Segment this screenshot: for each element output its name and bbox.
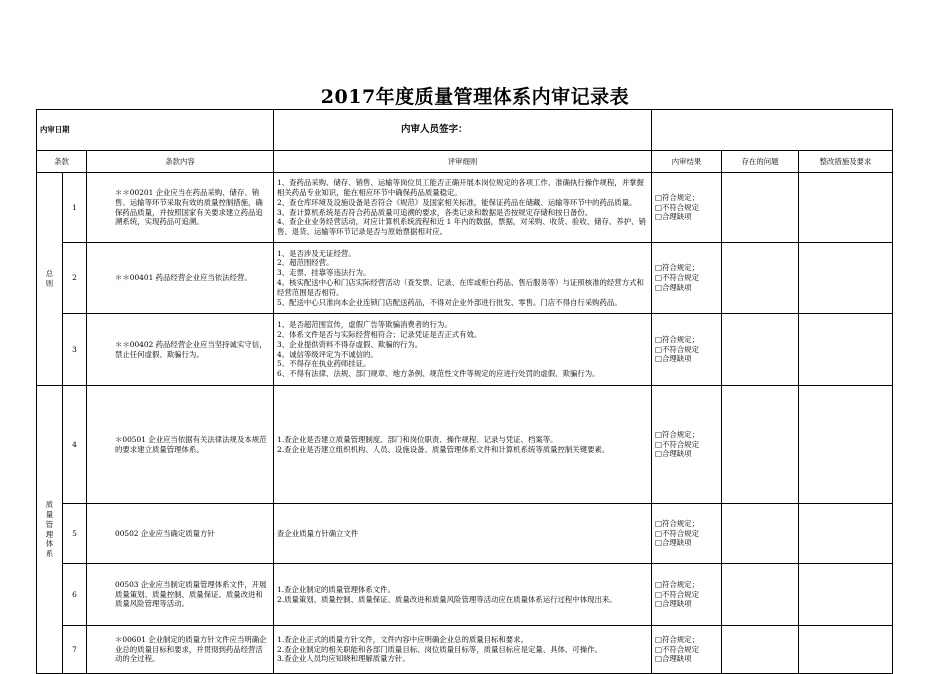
result-option-label: 合理缺项 bbox=[662, 212, 692, 222]
result-checkbox-option[interactable] bbox=[655, 519, 718, 529]
result-option-label: 合理缺项 bbox=[662, 654, 692, 664]
review-details bbox=[274, 504, 652, 564]
problem-field[interactable] bbox=[722, 504, 799, 564]
checkbox-icon[interactable] bbox=[655, 283, 662, 292]
review-detail-line: 5、不得存在执业药师挂证。 bbox=[277, 359, 371, 369]
table-row bbox=[37, 243, 893, 314]
checkbox-icon[interactable] bbox=[655, 449, 662, 458]
measures-field[interactable] bbox=[799, 314, 893, 386]
checkbox-icon[interactable] bbox=[655, 440, 662, 449]
audit-result-options bbox=[652, 314, 722, 386]
review-detail-line: 4、核实配送中心和门店实际经营活动（查发票、记录、在库或柜台药品、售后服务等）与证照核准的经营方式和经营范围是否相符。 bbox=[277, 278, 644, 297]
checkbox-icon[interactable] bbox=[655, 635, 662, 644]
review-detail-line: 1.查企业是否建立质量管理制度、部门和岗位职责、操作规程、记录与凭证、档案等。 bbox=[277, 434, 558, 444]
result-checkbox-option[interactable] bbox=[655, 645, 718, 655]
group-name: 质 量 管 理 体 系 bbox=[37, 386, 63, 674]
result-option-label: 不符合规定 bbox=[662, 528, 699, 538]
review-detail-line: 6、不得有法律、法规、部门规章、地方条例、规范性文件等规定的应进行处罚的虚假、欺骗行为。 bbox=[277, 369, 600, 379]
checkbox-icon[interactable] bbox=[655, 354, 662, 363]
audit-result-options bbox=[652, 173, 722, 243]
checkbox-icon[interactable] bbox=[655, 654, 662, 663]
review-detail-line: 2.查企业制定的相关职能和各部门质量目标、岗位质量目标等，质量目标应是定量、具体、可操作。 bbox=[277, 644, 602, 654]
measures-field[interactable] bbox=[799, 626, 893, 674]
result-checkbox-option[interactable] bbox=[655, 263, 718, 273]
checkbox-icon[interactable] bbox=[655, 599, 662, 608]
result-checkbox-option[interactable] bbox=[655, 580, 718, 590]
result-checkbox-option[interactable] bbox=[655, 635, 718, 645]
item-number: 7 bbox=[63, 626, 87, 674]
table-row bbox=[37, 386, 893, 504]
problem-field[interactable] bbox=[722, 564, 799, 626]
result-checkbox-option[interactable] bbox=[655, 283, 718, 293]
item-number: 3 bbox=[63, 314, 87, 386]
result-option-label: 符合规定； bbox=[662, 263, 699, 273]
checkbox-icon[interactable] bbox=[655, 430, 662, 439]
review-details bbox=[274, 173, 652, 243]
problem-field[interactable] bbox=[722, 173, 799, 243]
table-row bbox=[37, 504, 893, 564]
page-title: 2017年度质量管理体系内审记录表 bbox=[320, 86, 630, 108]
checkbox-icon[interactable] bbox=[655, 645, 662, 654]
review-detail-line: 3.查企业人员均应知晓和理解质量方针。 bbox=[277, 654, 410, 664]
review-details bbox=[274, 314, 652, 386]
result-option-label: 不符合规定 bbox=[662, 202, 699, 212]
checkbox-icon[interactable] bbox=[655, 519, 662, 528]
table-row bbox=[37, 314, 893, 386]
review-detail-line: 3、查计算机系统是否符合药品质量可追溯的要求，各类记录和数据是否按规定存储和按日备份。 bbox=[277, 207, 593, 217]
problem-field[interactable] bbox=[722, 243, 799, 314]
problem-field[interactable] bbox=[722, 626, 799, 674]
checkbox-icon[interactable] bbox=[655, 273, 662, 282]
result-checkbox-option[interactable] bbox=[655, 354, 718, 364]
review-detail-line: 2、超范围经营。 bbox=[277, 258, 334, 268]
table-row bbox=[37, 564, 893, 626]
result-option-label: 不符合规定 bbox=[662, 439, 699, 449]
result-checkbox-option[interactable] bbox=[655, 590, 718, 600]
review-details bbox=[274, 564, 652, 626]
result-checkbox-option[interactable] bbox=[655, 430, 718, 440]
measures-field[interactable] bbox=[799, 243, 893, 314]
review-detail-line: 3、企业提供资料不得存虚假、欺骗的行为。 bbox=[277, 339, 423, 349]
header-clause: 条款 bbox=[37, 151, 87, 173]
audit-result-options bbox=[652, 386, 722, 504]
review-detail-line: 1、查药品采购、储存、销售、运输等岗位员工能否正确开展本岗位规定的各项工作、准确执行操作规程，并掌握相关药品专业知识，能在相应环节中确保药品质量稳定。 bbox=[277, 178, 644, 197]
result-checkbox-option[interactable] bbox=[655, 449, 718, 459]
result-option-label: 合理缺项 bbox=[662, 449, 692, 459]
header-result: 内审结果 bbox=[652, 151, 722, 173]
result-checkbox-option[interactable] bbox=[655, 654, 718, 664]
result-checkbox-option[interactable] bbox=[655, 345, 718, 355]
result-checkbox-option[interactable] bbox=[655, 212, 718, 222]
review-detail-line: 1.查企业制定的质量管理体系文件。 bbox=[277, 584, 395, 594]
result-option-label: 合理缺项 bbox=[662, 282, 692, 292]
review-detail-line: 1、是否涉及无证经营。 bbox=[277, 248, 356, 258]
checkbox-icon[interactable] bbox=[655, 335, 662, 344]
result-option-label: 符合规定； bbox=[662, 334, 699, 344]
header-details: 评审细则 bbox=[274, 151, 652, 173]
result-checkbox-option[interactable] bbox=[655, 529, 718, 539]
checkbox-icon[interactable] bbox=[655, 345, 662, 354]
review-detail-line: 1.查企业正式的质量方针文件，文件内容中应明确企业总的质量目标和要求。 bbox=[277, 634, 528, 644]
header-content: 条款内容 bbox=[87, 151, 274, 173]
result-option-label: 合理缺项 bbox=[662, 599, 692, 609]
checkbox-icon[interactable] bbox=[655, 193, 662, 202]
review-details bbox=[274, 626, 652, 674]
header-measures: 整改措施及要求 bbox=[799, 151, 893, 173]
clause-content: ＊＊00402 药品经营企业应当坚持诚实守信，禁止任何虚假、欺骗行为。 bbox=[87, 314, 274, 386]
clause-content: 00503 企业应当制定质量管理体系文件，开展质量策划、质量控制、质量保证、质量改进和质量风险管理等活动。 bbox=[87, 564, 274, 626]
result-option-label: 符合规定； bbox=[662, 579, 699, 589]
review-detail-line: 2.查企业是否建立组织机构、人员、设施设备、质量管理体系文件和计算机系统等质量控制关键要素。 bbox=[277, 444, 610, 454]
measures-field[interactable] bbox=[799, 173, 893, 243]
item-number: 4 bbox=[63, 386, 87, 504]
auditor-signature-label: 内审人员签字： bbox=[401, 123, 468, 135]
result-option-label: 合理缺项 bbox=[662, 538, 692, 548]
audit-result-options bbox=[652, 504, 722, 564]
clause-content: ＊＊00401 药品经营企业应当依法经营。 bbox=[87, 243, 274, 314]
result-checkbox-option[interactable] bbox=[655, 273, 718, 283]
item-number: 6 bbox=[63, 564, 87, 626]
clause-content: ＊＊00201 企业应当在药品采购、储存、销售、运输等环节采取有效的质量控制措施，确保药品质量，并按照国家有关要求建立药品追溯系统，实现药品可追溯。 bbox=[87, 173, 274, 243]
checkbox-icon[interactable] bbox=[655, 538, 662, 547]
audit-record-table bbox=[36, 109, 893, 674]
result-option-label: 不符合规定 bbox=[662, 589, 699, 599]
result-option-label: 符合规定； bbox=[662, 429, 699, 439]
review-details bbox=[274, 243, 652, 314]
header-problem: 存在的问题 bbox=[722, 151, 799, 173]
table-row bbox=[37, 626, 893, 674]
review-detail-line: 4、查企业业务经营活动，对应计算机系统流程和近 1 年内的数据，票据，对采购、收货、验收、储存、养护、销售、退货、运输等环节记录是否与原始票据相对应。 bbox=[277, 217, 646, 237]
checkbox-icon[interactable] bbox=[655, 590, 662, 599]
result-checkbox-option[interactable] bbox=[655, 193, 718, 203]
item-number: 5 bbox=[63, 504, 87, 564]
result-checkbox-option[interactable] bbox=[655, 335, 718, 345]
review-detail-line: 2、查仓库环境及设施设备是否符合《规范》及国家相关标准，能保证药品在储藏、运输等环节中的药品质量。 bbox=[277, 197, 637, 207]
result-option-label: 符合规定； bbox=[662, 192, 699, 202]
problem-field[interactable] bbox=[722, 314, 799, 386]
checkbox-icon[interactable] bbox=[655, 529, 662, 538]
measures-field[interactable] bbox=[799, 564, 893, 626]
result-option-label: 不符合规定 bbox=[662, 273, 699, 283]
review-detail-line: 2、体系文件是否与实际经营相符合；记录凭证是否正式有效。 bbox=[277, 329, 482, 339]
checkbox-icon[interactable] bbox=[655, 580, 662, 589]
audit-date-value[interactable] bbox=[274, 110, 398, 150]
result-checkbox-option[interactable] bbox=[655, 203, 718, 213]
review-detail-line: 4、诚信等级评定为不诚信的。 bbox=[277, 349, 378, 359]
result-option-label: 不符合规定 bbox=[662, 344, 699, 354]
item-number: 2 bbox=[63, 243, 87, 314]
result-option-label: 符合规定； bbox=[662, 634, 699, 644]
audit-date-auditor-cell[interactable] bbox=[274, 110, 652, 151]
item-number: 1 bbox=[63, 173, 87, 243]
checkbox-icon[interactable] bbox=[655, 203, 662, 212]
measures-field[interactable] bbox=[799, 504, 893, 564]
result-option-label: 不符合规定 bbox=[662, 644, 699, 654]
measures-field[interactable] bbox=[799, 386, 893, 504]
group-name: 总 则 bbox=[37, 173, 63, 386]
audit-result-options bbox=[652, 243, 722, 314]
review-details bbox=[274, 386, 652, 504]
result-option-label: 符合规定； bbox=[662, 518, 699, 528]
review-detail-line: 1、是否超范围宣传，虚假广告等欺骗消费者的行为。 bbox=[277, 320, 452, 330]
review-detail-line: 2.质量策划、质量控制、质量保证、质量改进和质量风险管理等活动应在质量体系运行过程中体现出来。 bbox=[277, 594, 617, 604]
checkbox-icon[interactable] bbox=[655, 263, 662, 272]
result-checkbox-option[interactable] bbox=[655, 538, 718, 548]
auditor-signature-field[interactable] bbox=[652, 110, 893, 151]
checkbox-icon[interactable] bbox=[655, 212, 662, 221]
result-checkbox-option[interactable] bbox=[655, 599, 718, 609]
problem-field[interactable] bbox=[722, 386, 799, 504]
review-detail-line: 5、配送中心只准向本企业连锁门店配送药品，不得对企业外部进行批发、零售。门店不得自行采购药品。 bbox=[277, 297, 622, 307]
review-detail-line: 3、走票、挂靠等违法行为。 bbox=[277, 268, 371, 278]
clause-content: ＊00501 企业应当依据有关法律法规及本规范的要求建立质量管理体系。 bbox=[87, 386, 274, 504]
table-row bbox=[37, 173, 893, 243]
review-detail-line: 查企业质量方针确立文件 bbox=[277, 528, 359, 538]
clause-content: ＊00601 企业制定的质量方针文件应当明确企业总的质量目标和要求，并贯彻到药品经营活动的全过程。 bbox=[87, 626, 274, 674]
clause-content: 00502 企业应当确定质量方针 bbox=[87, 504, 274, 564]
audit-result-options bbox=[652, 564, 722, 626]
result-checkbox-option[interactable] bbox=[655, 440, 718, 450]
audit-date-label: 内审日期 bbox=[37, 110, 274, 151]
audit-result-options bbox=[652, 626, 722, 674]
result-option-label: 合理缺项 bbox=[662, 354, 692, 364]
